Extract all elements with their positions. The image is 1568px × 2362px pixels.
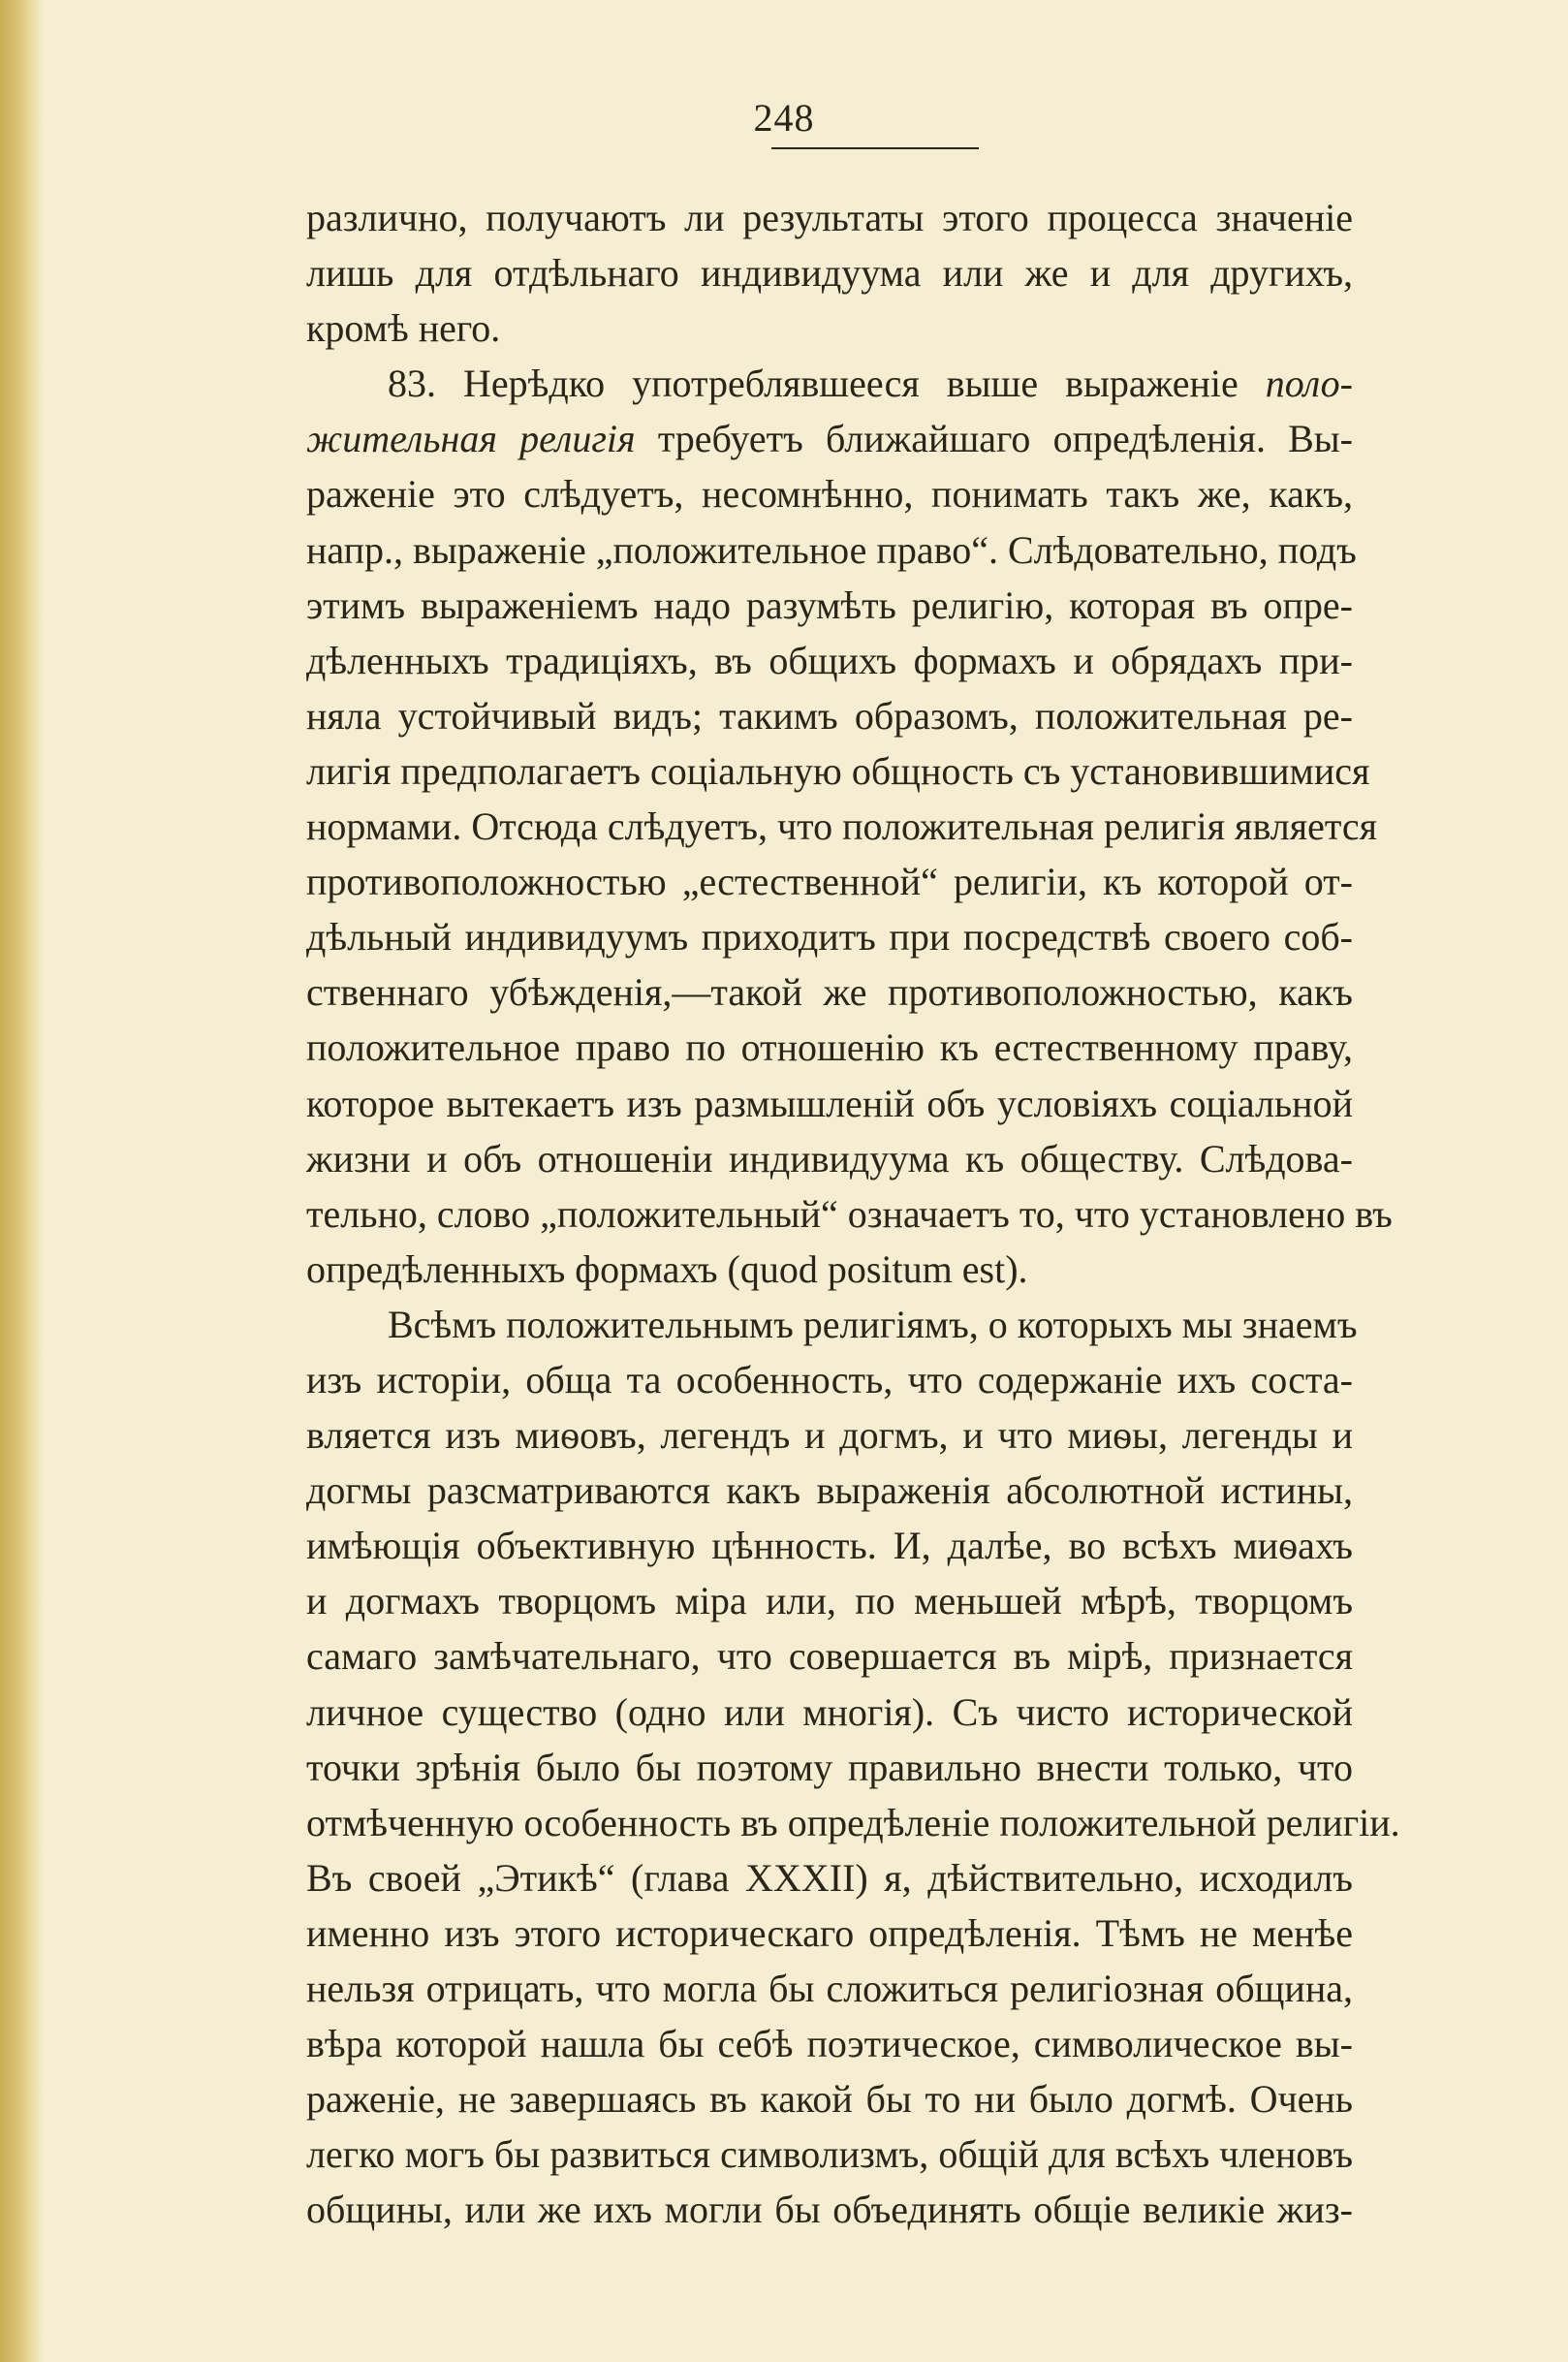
text-line: противоположностью „естественной“ религіи, къ которой от- bbox=[306, 860, 1353, 904]
text-line: раженіе, не завершаясь въ какой бы то ни было догмѣ. Очень bbox=[306, 2077, 1353, 2122]
text-line: опредѣленныхъ формахъ (quod positum est). bbox=[306, 1246, 1028, 1291]
text-line: самаго замѣчательнаго, что совершается въ мірѣ, признается bbox=[306, 1634, 1353, 1679]
text-line: положительное право по отношенію къ естественному праву, bbox=[306, 1025, 1353, 1070]
text-line: нормами. Отсюда слѣдуетъ, что положительная религія является bbox=[306, 804, 1378, 849]
text-line: вѣра которой нашла бы себѣ поэтическое, символическое вы- bbox=[306, 2022, 1353, 2066]
binding-edge bbox=[0, 0, 45, 2362]
text-line: отмѣченную особенность въ опредѣленіе положительной религіи. bbox=[306, 1800, 1400, 1844]
text-line: раженіе это слѣдуетъ, несомнѣнно, понимать такъ же, какъ, bbox=[306, 472, 1353, 517]
text-line: изъ исторіи, обща та особенность, что содержаніе ихъ соста- bbox=[306, 1357, 1353, 1401]
text-line: кромѣ него. bbox=[306, 306, 501, 351]
text-line: этимъ выраженіемъ надо разумѣть религію, которая въ опре- bbox=[306, 583, 1353, 627]
header-rule bbox=[771, 147, 979, 149]
page-number: 248 bbox=[753, 96, 815, 140]
text-line: различно, получаютъ ли результаты этого процесса значеніе bbox=[306, 196, 1353, 239]
text-line: жительная религія требуетъ ближайшаго опредѣленія. Вы- bbox=[306, 417, 1354, 461]
text-line: точки зрѣнія было бы поэтому правильно внести только, что bbox=[306, 1745, 1353, 1789]
italic-term: жительная религія bbox=[306, 417, 636, 461]
text-line: Въ своей „Этикѣ“ (глава XXXII) я, дѣйствительно, исходилъ bbox=[306, 1855, 1353, 1900]
text-line: ственнаго убѣжденія,—такой же противоположностью, какъ bbox=[306, 970, 1353, 1015]
text-line: нельзя отрицать, что могла бы сложиться религіозная община, bbox=[306, 1967, 1353, 2010]
italic-term: поло- bbox=[1265, 362, 1353, 406]
text-line: тельно, слово „положительный“ означаетъ то, что установлено въ bbox=[306, 1191, 1393, 1236]
text-line: имѣющія объективную цѣнность. И, далѣе, во всѣхъ миѳахъ bbox=[306, 1524, 1353, 1568]
text-line: жизни и объ отношеніи индивидуума къ обществу. Слѣдова- bbox=[306, 1136, 1353, 1181]
text-line: дѣльный индивидуумъ приходитъ при посредствѣ своего соб- bbox=[306, 915, 1353, 960]
body-text bbox=[306, 190, 1400, 2237]
text-line: догмы разсматриваются какъ выраженія абсолютной истины, bbox=[306, 1468, 1353, 1513]
text-line: легко могъ бы развиться символизмъ, общій для всѣхъ членовъ bbox=[306, 2132, 1353, 2177]
text-line: и догмахъ творцомъ міра или, по меньшей мѣрѣ, творцомъ bbox=[306, 1579, 1353, 1623]
text-line: именно изъ этого историческаго опредѣленія. Тѣмъ не менѣе bbox=[306, 1910, 1353, 1955]
text-line: дѣленныхъ традиціяхъ, въ общихъ формахъ и обрядахъ при- bbox=[306, 638, 1353, 682]
text-line: общины, или же ихъ могли бы объединять общіе великіе жиз- bbox=[306, 2188, 1353, 2232]
text-line: лишь для отдѣльнаго индивидуума или же и для другихъ, bbox=[306, 251, 1353, 296]
text-line: вляется изъ миѳовъ, легендъ и догмъ, и что миѳы, легенды и bbox=[306, 1413, 1353, 1458]
text-line: личное существо (одно или многія). Съ чисто исторической bbox=[306, 1689, 1353, 1734]
text-line: напр., выраженіе „положительное право“. Слѣдовательно, подъ bbox=[306, 527, 1357, 572]
text-line: лигія предполагаетъ соціальную общность съ установившимися bbox=[306, 748, 1370, 793]
paragraph-start-line: 83. Нерѣдко употреблявшееся выше выраженіе поло- bbox=[388, 362, 1353, 406]
paragraph-start-line: Всѣмъ положительнымъ религіямъ, о которыхъ мы знаемъ bbox=[388, 1302, 1358, 1346]
text-line: няла устойчивый видъ; такимъ образомъ, положительная ре- bbox=[306, 693, 1353, 738]
text-line: которое вытекаетъ изъ размышленій объ условіяхъ соціальной bbox=[306, 1081, 1353, 1125]
